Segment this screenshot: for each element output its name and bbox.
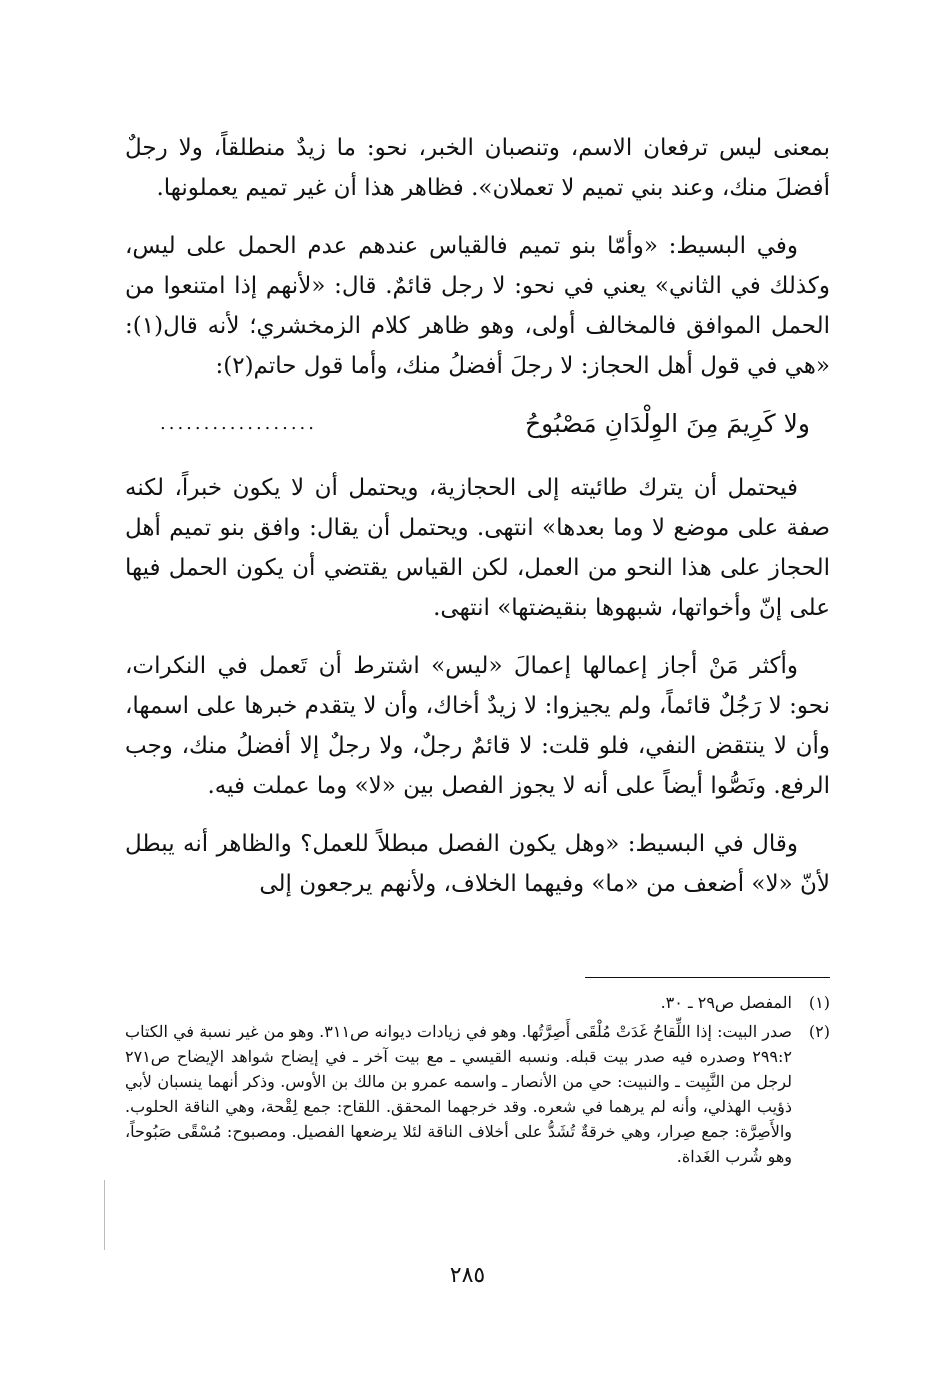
verse-line [125, 404, 830, 444]
paragraph-1: بمعنى ليس ترفعان الاسم، وتنصبان الخبر، نحو: ما زيدٌ منطلقاً، ولا رجلٌ أفضلَ منك، وعند بني تميم لا تعملان». فظاهر هذا أن غير تميم يعملونها. [125, 135, 831, 201]
paragraph-3: فيحتمل أن يترك طائيته إلى الحجازية، ويحتمل أن لا يكون خبراً، لكنه صفة على موضع لا وما بعدها» انتهى. ويحتمل أن يقال: وافق بنو تميم أهل الحجاز على هذا النحو من العمل، لكن القياس يقتضي أن يكون الحمل فيها على إنّ وأخواتها، شبهوها بنقيضتها» انتهى. [125, 475, 830, 621]
footnote-text: صدر البيت: إذا اللِّقاحُ غَدَتْ مُلْقَى أَصِرَّتُها. وهو في زيادات ديوانه ص٣١١. وهو من غير نسبة في الكتاب ٢٩٩:٢ وصدره فيه صدر بيت قبله. ونسبه القيسي ـ مع بيت آخر ـ في إيضاح شواهد الإيضاح ص٢٧١ لرجل من النَّبِيت ـ والنبيت: حي من الأنصار ـ واسمه عمرو بن مالك بن الأوس. وذكر أنهما ينسبان لأبي ذؤيب الهذلي، وأنه لم يرهما في شعره. وقد خرجهما المحقق. اللقاح: جمع لِقْحة، وهي الناقة الحلوب. والأَصِرَّة: جمع صِرار، وهي خرقةٌ تُشَدُّ على أخلاف الناقة لئلا يرضعها الفصيل. ومصبوح: مُسْقًى صَبُوحاً، وهو شُرب الغَداة. [125, 1022, 793, 1166]
footnotes [125, 990, 830, 1173]
verse-ellipsis: .................. [160, 413, 317, 434]
footnote-text: المفصل ص٢٩ ـ ٣٠. [660, 993, 792, 1012]
verse-text: ولا كَرِيمَ مِنَ الوِلْدَانِ مَصْبُوحُ [524, 409, 810, 438]
scan-margin-line [104, 1180, 105, 1250]
page-number: ٢٨٥ [449, 1263, 486, 1288]
paragraph-2: وفي البسيط: «وأمّا بنو تميم فالقياس عندهم عدم الحمل على ليس، وكذلك في الثاني» يعني في نحو: لا رجل قائمٌ. قال: «لأنهم إذا امتنعوا من الحمل الموافق فالمخالف أولى، وهو ظاهر كلام الزمخشري؛ لأنه قال(١): «هي في قول أهل الحجاز: لا رجلَ أفضلُ منك، وأما قول حاتم(٢): [125, 233, 830, 379]
footnote-marker: (١) [808, 993, 830, 1012]
paragraph-4: وأكثر مَنْ أجاز إعمالها إعمالَ «ليس» اشترط أن تَعمل في النكرات، نحو: لا رَجُلٌ قائماً، ولم يجيزوا: لا زيدٌ أخاك، وأن لا يتقدم خبرها على اسمها، وأن لا ينتقض النفي، فلو قلت: لا قائمٌ رجلٌ، ولا رجلٌ إلا أفضلُ منك، وجب الرفع. ونَصُّوا أيضاً على أنه لا يجوز الفصل بين «لا» وما عملت فيه. [125, 653, 830, 799]
paragraph-5: وقال في البسيط: «وهل يكون الفصل مبطلاً للعمل؟ والظاهر أنه يبطل لأنّ «لا» أضعف من «ما» وفيهما الخلاف، ولأنهم يرجعون إلى [125, 831, 830, 897]
main-text [125, 128, 830, 922]
footnote-separator [585, 977, 830, 978]
footnote-1 [125, 990, 830, 1015]
footnote-marker: (٢) [808, 1022, 830, 1041]
footnote-2 [125, 1019, 830, 1169]
